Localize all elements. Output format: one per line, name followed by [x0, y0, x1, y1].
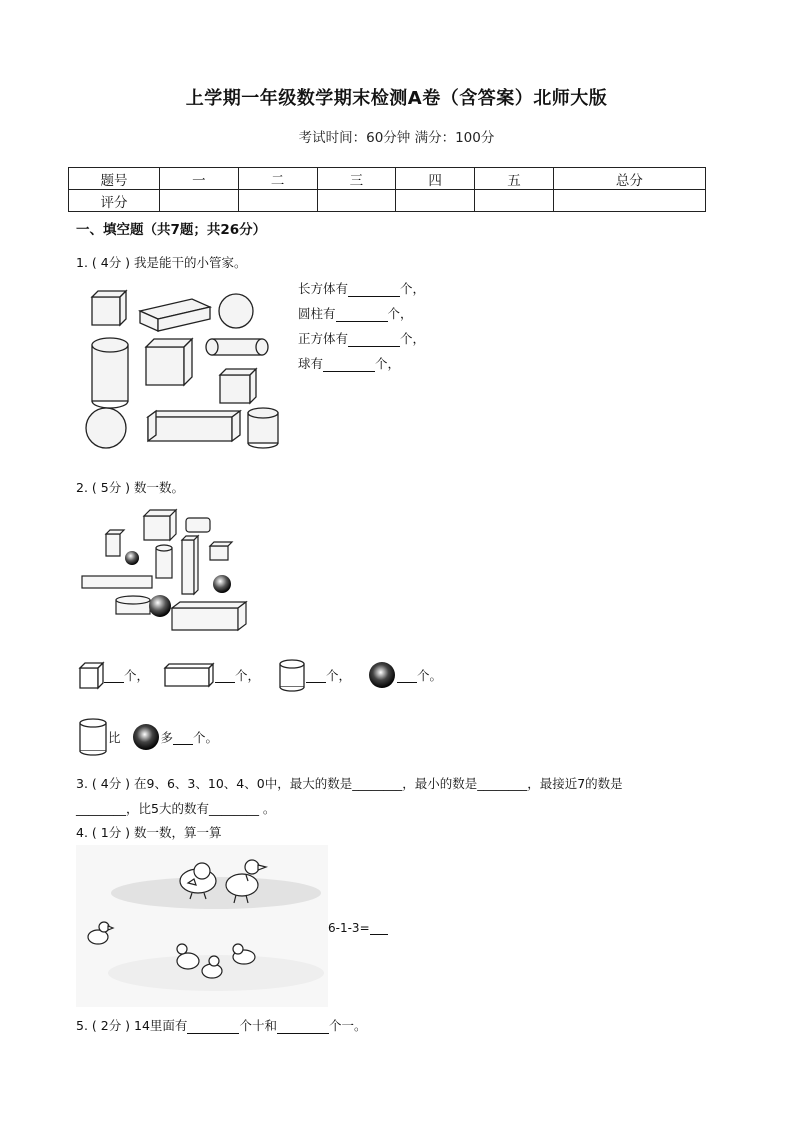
q1-blank-cylinder: 圆柱有 个，: [298, 306, 413, 321]
ball-icon: [367, 660, 397, 690]
exam-info: 考试时间：60分钟 满分：100分: [298, 130, 495, 146]
q2-solids-illustration: [80, 506, 250, 634]
score-cell[interactable]: [553, 190, 705, 212]
score-cell[interactable]: [238, 190, 317, 212]
ball-icon: [131, 722, 161, 752]
score-cell[interactable]: [317, 190, 396, 212]
score-table-col-3: 三: [317, 168, 396, 190]
cylinder-icon: [78, 718, 108, 756]
score-table-col-total: 总分: [553, 168, 705, 190]
q1-solids-illustration: [80, 285, 285, 450]
q3-line2: ________，比5大的数有________ 。: [76, 801, 276, 816]
score-table-col-5: 五: [475, 168, 554, 190]
answer-blank[interactable]: [323, 357, 375, 372]
q2-count-row: 个， 个， 个， 个。: [78, 660, 442, 690]
q3-line1: 3. ( 4分 ) 在9、6、3、10、4、0中，最大的数是________，最小的数是________，最接近7的数是: [76, 776, 623, 791]
answer-blank[interactable]: [336, 307, 388, 322]
q1-blank-cube: 正方体有 个，: [298, 331, 426, 346]
answer-blank[interactable]: [173, 730, 193, 745]
score-table-col-4: 四: [396, 168, 475, 190]
answer-blank[interactable]: [370, 920, 388, 935]
score-table-col-2: 二: [238, 168, 317, 190]
score-cell[interactable]: [475, 190, 554, 212]
section-heading: 一、填空题（共7题；共26分）: [76, 222, 267, 238]
q4-equation: 6-1-3=: [328, 920, 388, 935]
answer-blank[interactable]: [104, 668, 124, 683]
answer-blank[interactable]: [397, 668, 417, 683]
score-table: [68, 167, 706, 212]
cylinder-icon: [278, 659, 306, 691]
q5-line: 5. ( 2分 ) 14里面有 个十和 个一。: [76, 1018, 367, 1033]
cuboid-icon: [163, 662, 215, 688]
score-table-row-label: 评分: [69, 190, 160, 212]
q4-ducks-illustration: [76, 845, 328, 1007]
score-table-col-1: 一: [160, 168, 239, 190]
score-cell[interactable]: [396, 190, 475, 212]
answer-blank[interactable]: [187, 1019, 239, 1034]
score-table-header-label: 题号: [69, 168, 160, 190]
q1-stem: 1. ( 4分 ) 我是能干的小管家。: [76, 255, 247, 270]
q4-stem: 4. ( 1分 ) 数一数，算一算: [76, 825, 222, 840]
page-title: 上学期一年级数学期末检测A卷（含答案）北师大版: [185, 88, 608, 109]
answer-blank[interactable]: [348, 282, 400, 297]
answer-blank[interactable]: [215, 668, 235, 683]
q1-blank-sphere: 球有 个，: [298, 356, 401, 371]
answer-blank[interactable]: [306, 668, 326, 683]
score-cell[interactable]: [160, 190, 239, 212]
q1-blank-cuboid: 长方体有 个，: [298, 281, 426, 296]
q2-compare-row: 比 多 个。: [78, 718, 218, 756]
q2-stem: 2. ( 5分 ) 数一数。: [76, 480, 185, 495]
answer-blank[interactable]: [277, 1019, 329, 1034]
answer-blank[interactable]: [348, 332, 400, 347]
cube-icon: [78, 661, 104, 689]
